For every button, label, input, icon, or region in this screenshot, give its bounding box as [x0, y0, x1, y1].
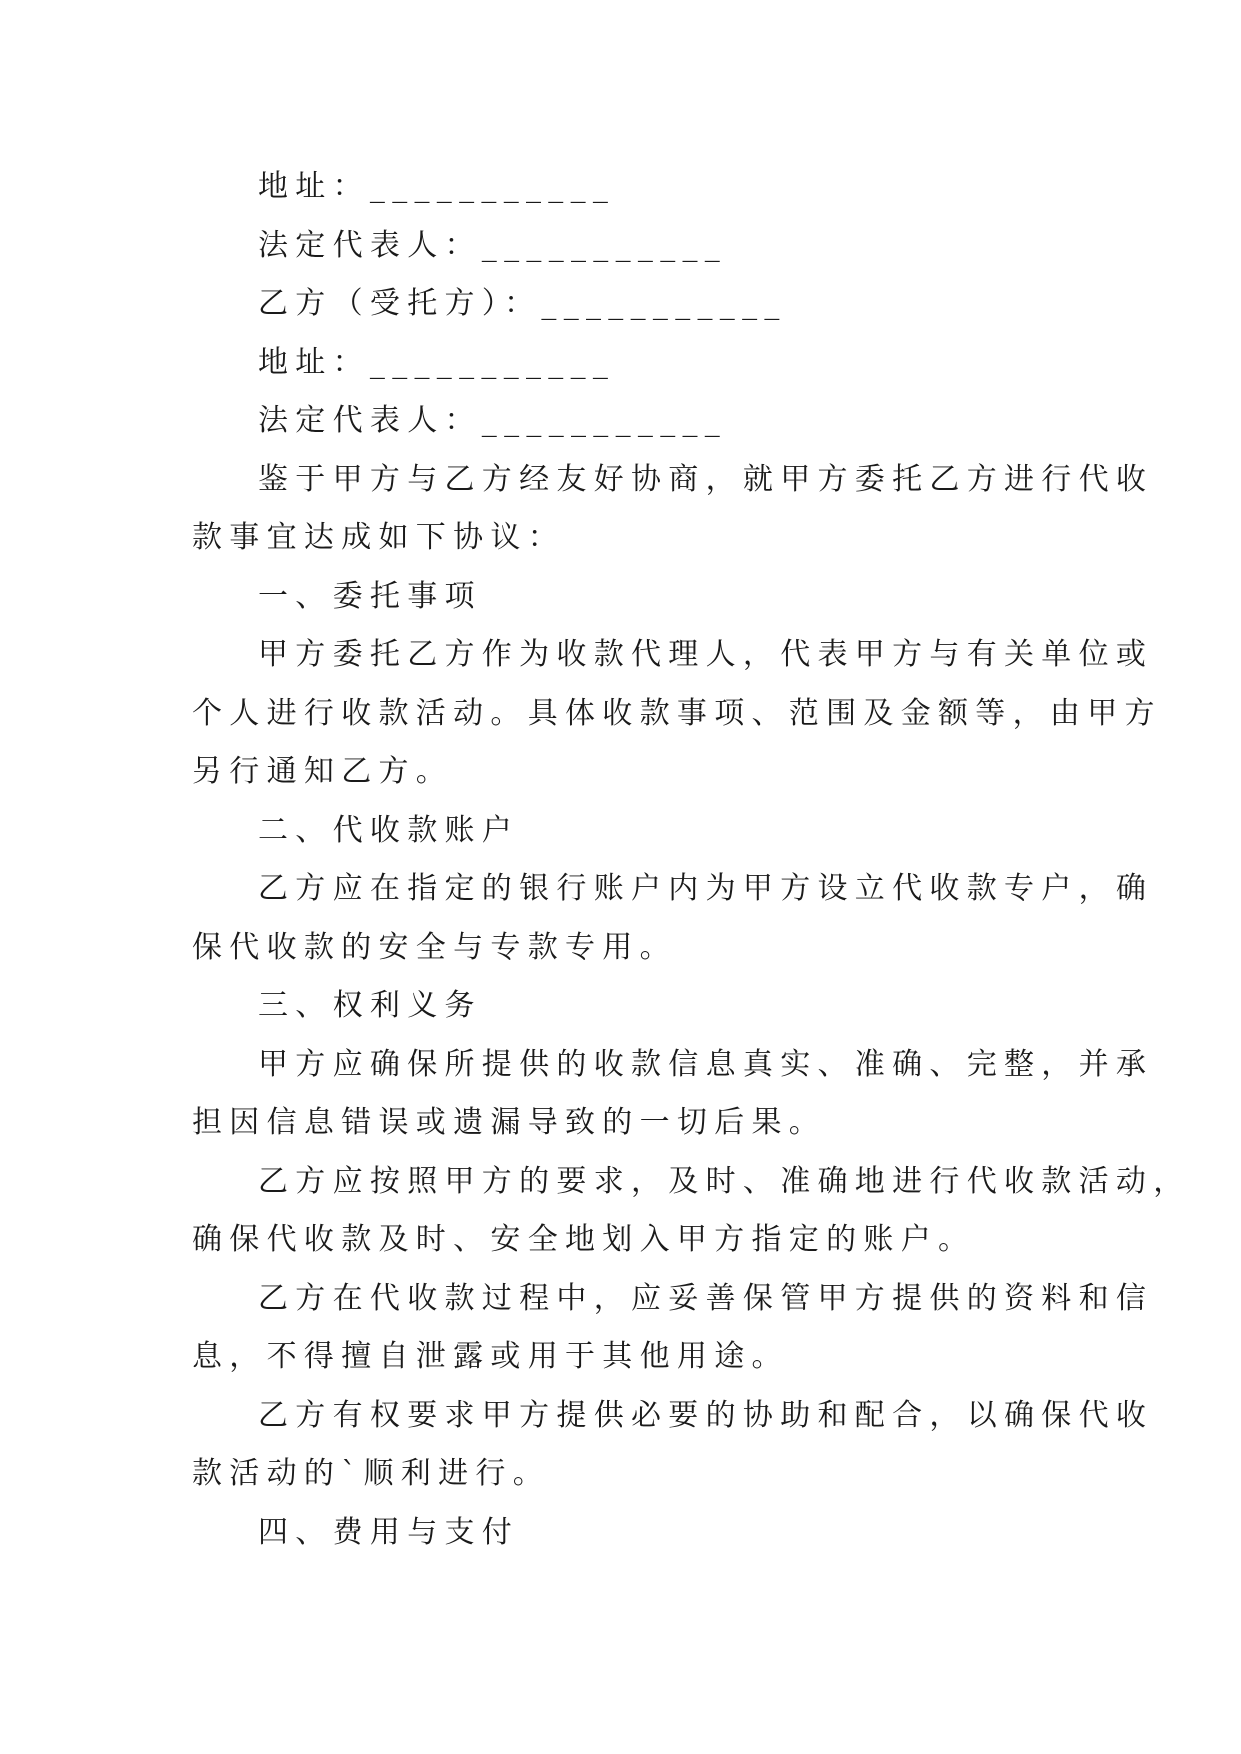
section-2-line-1: 乙方应在指定的银行账户内为甲方设立代收款专户，确: [258, 871, 1154, 906]
section-1-line-1: 甲方委托乙方作为收款代理人，代表甲方与有关单位或: [258, 637, 1154, 672]
legal-rep-line-party-a: 法定代表人：___________: [258, 227, 728, 263]
section-3-para-2-line-2: 确保代收款及时、安全地划入甲方指定的账户。: [192, 1222, 976, 1257]
section-3-para-3-line-1: 乙方在代收款过程中，应妥善保管甲方提供的资料和信: [258, 1280, 1154, 1316]
section-3-para-1-line-1: 甲方应确保所提供的收款信息真实、准确、完整，并承: [258, 1046, 1154, 1082]
section-heading-4: 四、费用与支付: [258, 1514, 520, 1550]
section-heading-3: 三、权利义务: [258, 988, 482, 1023]
section-1-line-3: 另行通知乙方。: [192, 754, 454, 789]
section-3-para-4-line-2: 款活动的`顺利进行。: [192, 1456, 550, 1491]
party-b-line: 乙方（受托方）：___________: [258, 286, 787, 321]
section-2-line-2: 保代收款的安全与专款专用。: [192, 929, 677, 965]
section-3-para-1-line-2: 担因信息错误或遗漏导致的一切后果。: [192, 1105, 827, 1140]
address-line-party-b: 地址：___________: [258, 344, 616, 380]
document-body: [192, 158, 1191, 1562]
address-line-party-a: 地址：___________: [258, 169, 616, 204]
preamble-line-1: 鉴于甲方与乙方经友好协商，就甲方委托乙方进行代收: [258, 461, 1154, 497]
section-3-para-3-line-2: 息，不得擅自泄露或用于其他用途。: [192, 1339, 789, 1374]
section-1-line-2: 个人进行收款活动。具体收款事项、范围及金额等，由甲方: [192, 695, 1162, 731]
section-3-para-4-line-1: 乙方有权要求甲方提供必要的协助和配合，以确保代收: [258, 1397, 1154, 1433]
legal-rep-line-party-b: 法定代表人：___________: [258, 403, 728, 438]
section-3-para-2-line-1: 乙方应按照甲方的要求，及时、准确地进行代收款活动，: [258, 1163, 1191, 1199]
section-heading-1: 一、委托事项: [258, 578, 482, 614]
section-heading-2: 二、代收款账户: [258, 812, 520, 848]
preamble-line-2: 款事宜达成如下协议：: [192, 520, 565, 555]
